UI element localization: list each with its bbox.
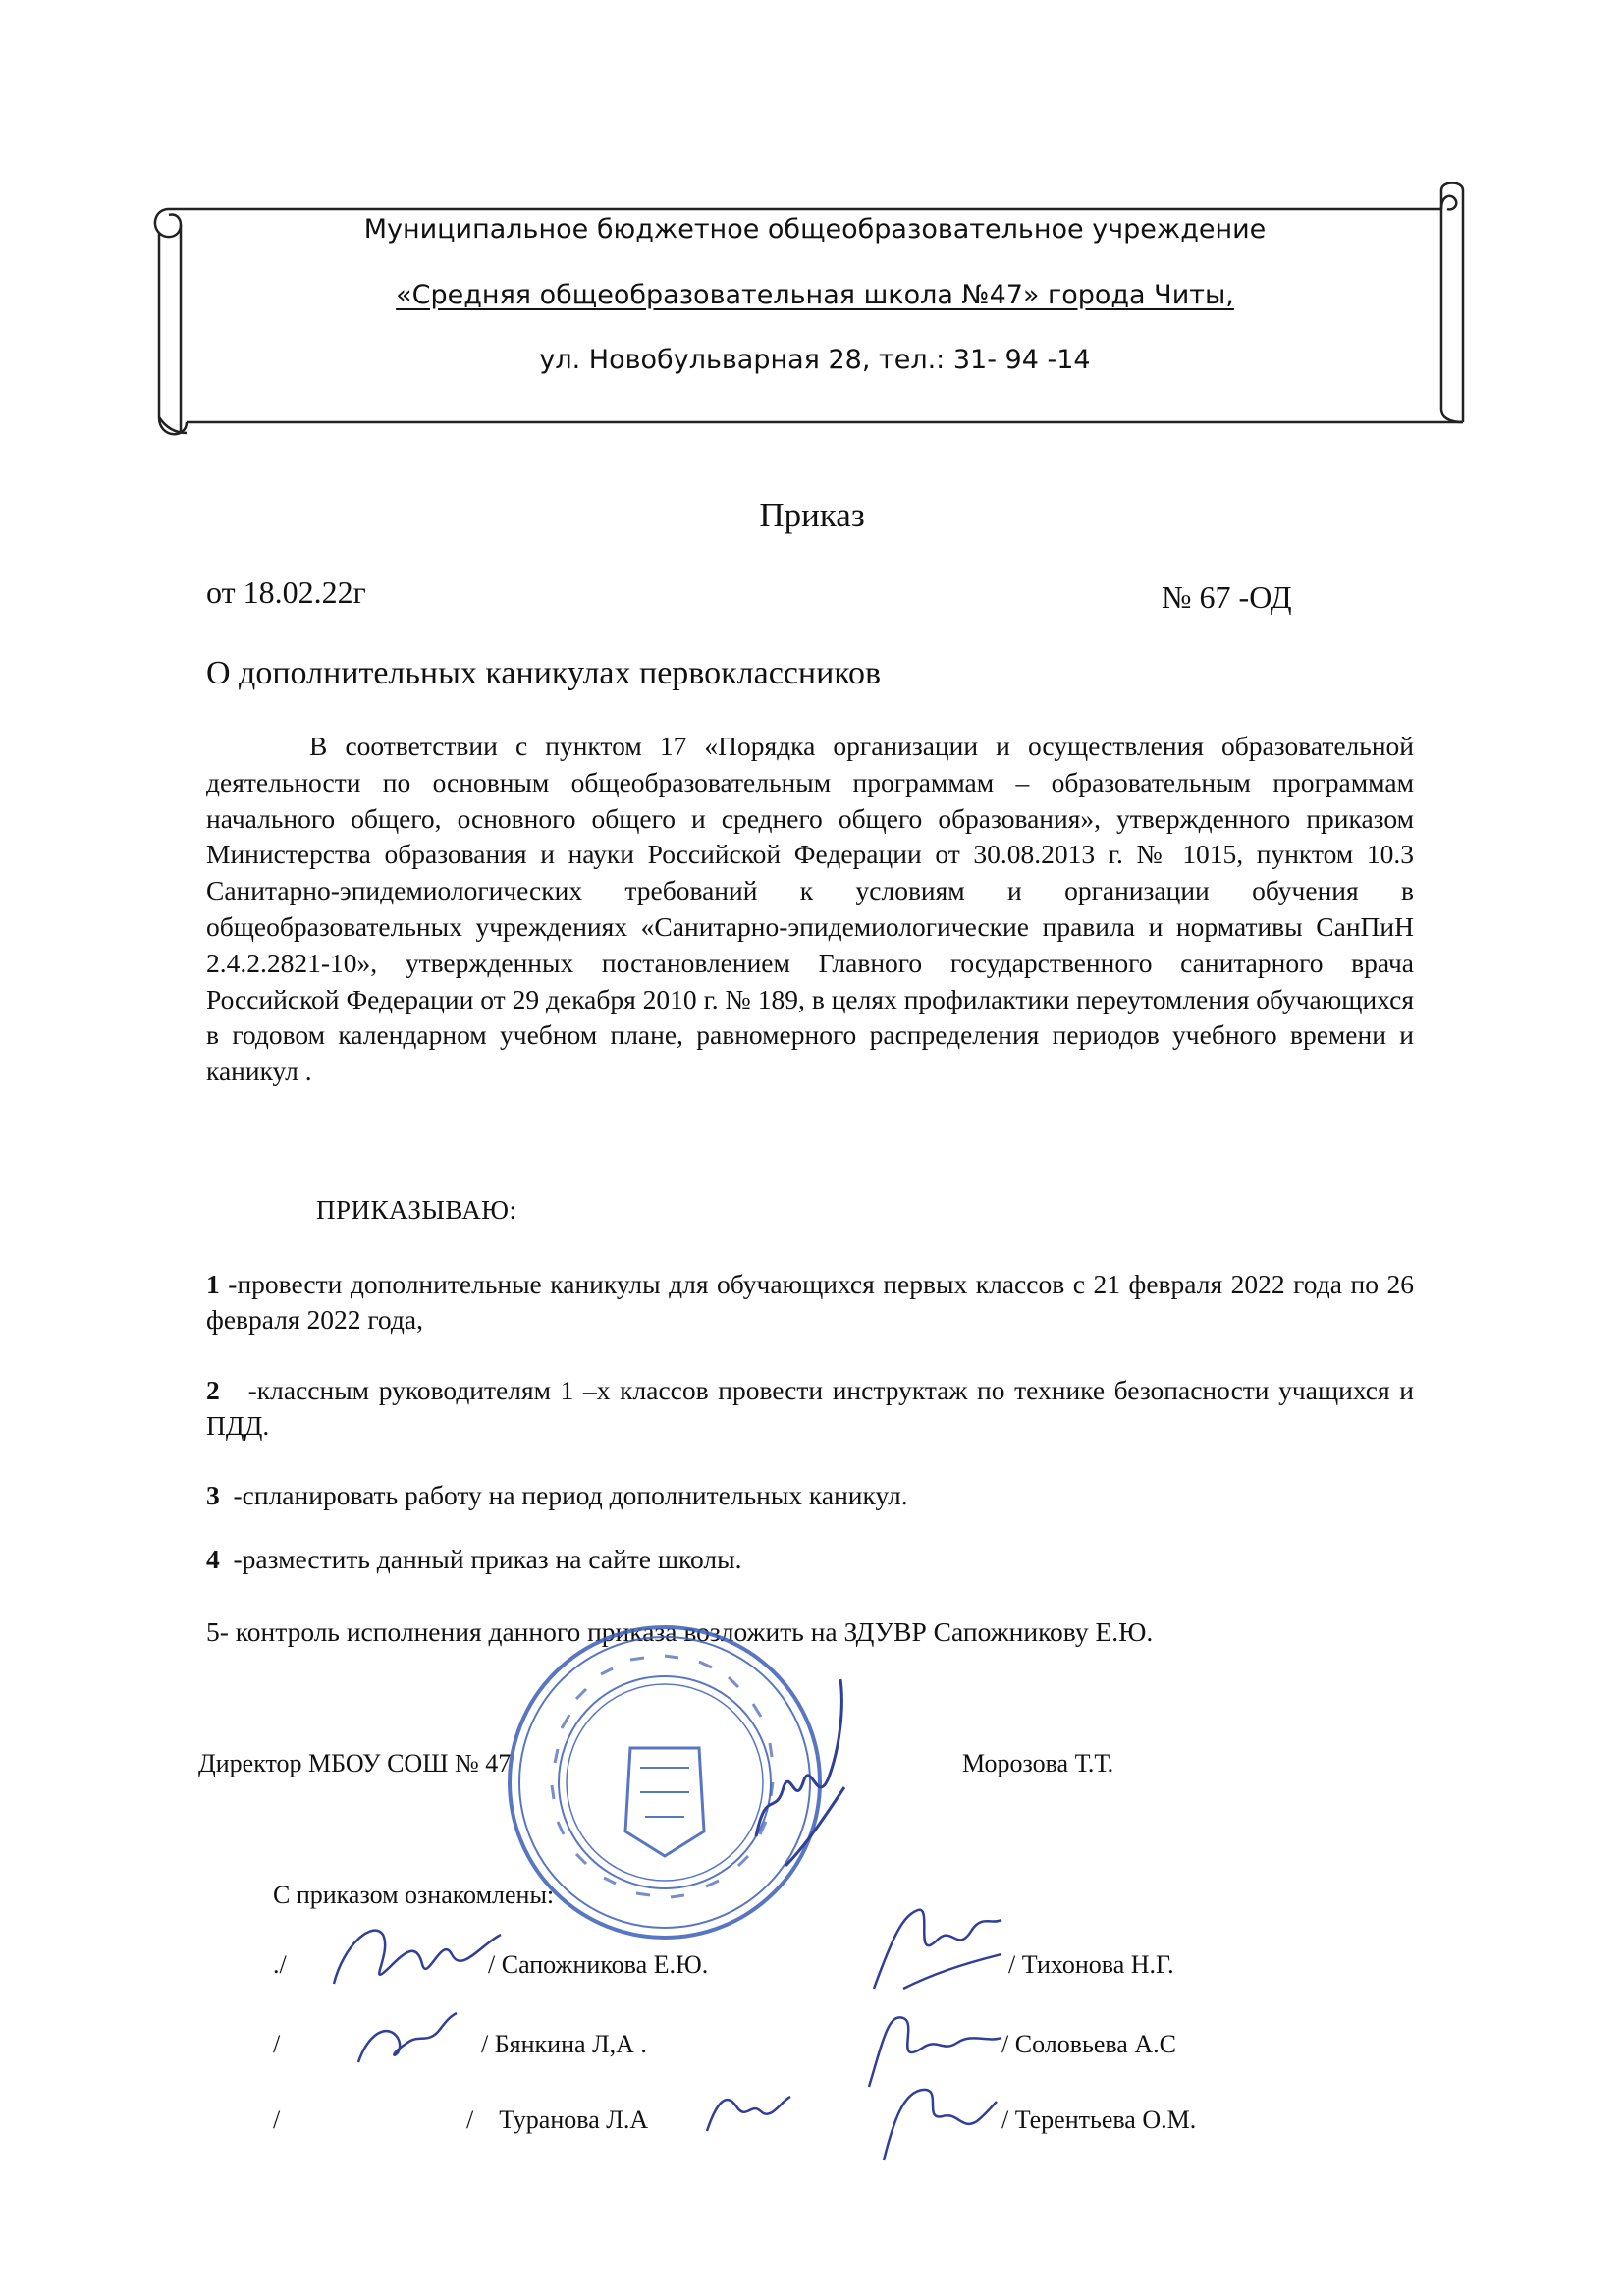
acq-name-byankina: / Бянкина Л,А . (481, 2030, 647, 2058)
acq-name-solovyeva: / Соловьева А.С (1001, 2030, 1176, 2058)
preamble-paragraph: В соответствии с пунктом 17 «Порядка организации и осуществления образовательной деятельности по основным общеобразовательным программам – образовательным программам начального общего, основного общего и среднего общего образования», утвержденного приказом Министерства образования и науки Российской Федерации от 30.08.2013 г. № 1015, пунктом 10.3 Санитарно-эпидемиологических требований к условиям и организации обучения в общеобразовательных учреждениях «Санитарно-эпидемиологические правила и нормативы СанПиН 2.4.2.2821-10», утвержденных постановлением Главного государственного санитарного врача Российской Федерации от 29 декабря 2010 г. № 189, в целях профилактики переутомления обучающихся в годовом календарном учебном плане, равномерного распределения периодов учебного времени и каникул . (206, 731, 1414, 1087)
item-text: -спланировать работу на период дополнительных каникул. (219, 1480, 908, 1510)
header-line-address: ул. Новобульварная 28, тел.: 31- 94 -14 (539, 345, 1091, 375)
item-text: -классным руководителям 1 –х классов провести инструктаж по технике безопасности учащихся и ПДД. (206, 1375, 1421, 1441)
order-item (206, 1373, 1421, 1444)
director-title: Директор МБОУ СОШ № 47 (198, 1749, 512, 1777)
acq-left-slash: / (273, 2105, 281, 2134)
acq-name-sapozhnikova: / Сапожникова Е.Ю. (488, 1950, 709, 1979)
item-number: 3 (206, 1480, 220, 1510)
header-line-institution: Муниципальное бюджетное общеобразовательное учреждение (363, 214, 1267, 245)
document-date: от 18.02.22г (206, 574, 366, 610)
signature-byankina-icon (349, 2003, 466, 2082)
acq-name-terentyeva: / Терентьева О.М. (1001, 2105, 1197, 2134)
item-number: 2 (206, 1375, 220, 1405)
director-name: Морозова Т.Т. (962, 1749, 1114, 1777)
document-subject: О дополнительных каникулах первоклассников (206, 655, 882, 691)
order-item (206, 1542, 1414, 1577)
acquainted-label: С приказом ознакомлены: (273, 1881, 555, 1909)
item-text: -разместить данный приказ на сайте школы. (219, 1544, 742, 1574)
acq-name-tikhonova: / Тихонова Н.Г. (1008, 1950, 1174, 1979)
header-line-school: «Средняя общеобразовательная школа №47» города Читы, (396, 280, 1234, 310)
order-item (206, 1267, 1414, 1338)
document-title: Приказ (759, 496, 865, 534)
director-signature-icon (746, 1669, 854, 1876)
signature-turanova-icon (697, 2082, 795, 2141)
signature-terentyeva-icon (864, 2072, 1001, 2170)
signature-sapozhnikova-icon (324, 1915, 511, 2003)
order-item (206, 1478, 1414, 1513)
item-number: 4 (206, 1544, 220, 1574)
document-number: № 67 -ОД (1162, 579, 1292, 615)
acq-name-turanova: / Туранова Л.А (466, 2105, 649, 2134)
acq-left-slash: ./ (273, 1950, 287, 1979)
order-heading: ПРИКАЗЫВАЮ: (316, 1195, 517, 1225)
signature-tikhonova-icon (864, 1895, 1011, 2003)
letterhead-scroll (147, 182, 1483, 447)
acq-left-slash: / (273, 2030, 281, 2058)
item-text: 5- контроль исполнения данного приказа возложить на ЗДУВР Сапожникову Е.Ю. (206, 1616, 1154, 1647)
item-text: -провести дополнительные каникулы для обучающихся первых классов с 21 февраля 2022 года по 26 февраля 2022 года, (206, 1269, 1414, 1335)
item-number: 1 (206, 1269, 220, 1299)
